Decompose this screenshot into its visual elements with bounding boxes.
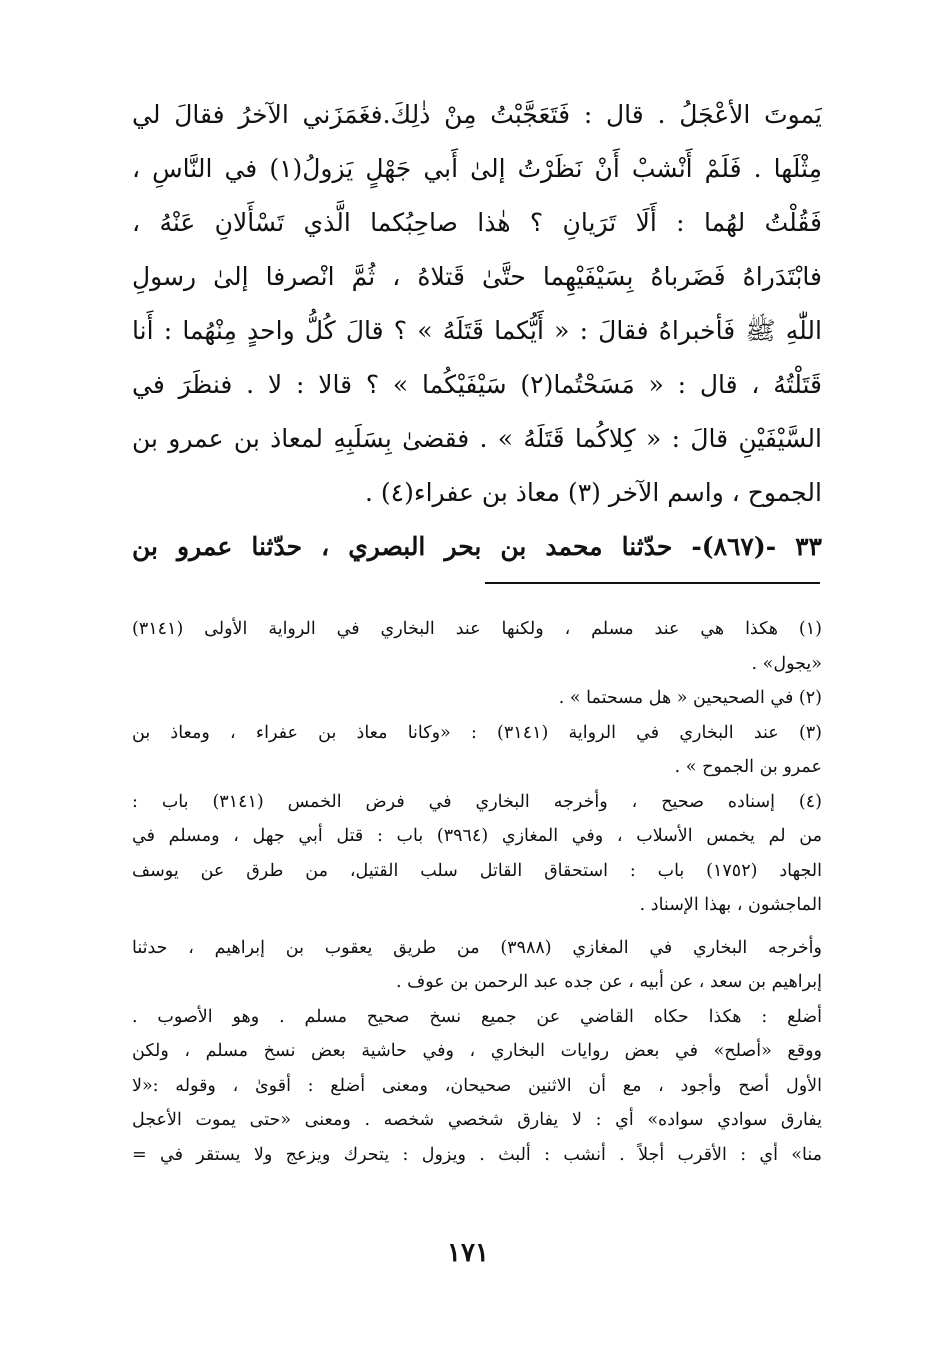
footnote-1-line: (١) هكذا هي عند مسلم ، ولكنها عند البخاري في الرواية الأولى (٣١٤١) [132,619,822,639]
footnote-separator [485,582,820,584]
footnote-1-line: «يجول» . [751,653,822,674]
footnote-3-line: (٣) عند البخاري في الرواية (٣١٤١) : «وكانا معاذ بن عفراء ، ومعاذ بن [132,722,822,743]
page-number: ١٧١ [447,1238,489,1268]
main-text [132,88,822,574]
commentary-line: الأول أصح وأجود ، مع أن الاثنين صحيحان، ومعنى أضلع : أقوىٰ ، وقوله :«لا [132,1075,822,1096]
commentary-line: يفارق سوادي سواده» أي : لا يفارق شخصي شخصه . ومعنى «حتى يموت الأعجل [132,1110,822,1130]
footnote-4-line: من لم يخمس الأسلاب ، وفي المغازي (٣٩٦٤) باب : قتل أبي جهل ، ومسلم في [132,826,822,846]
commentary-line: ووقع «أصلح» في بعض روايات البخاري ، وفي حاشية بعض نسخ مسلم ، ولكن [132,1041,822,1061]
hadith-heading-line: ٣٣ -(٨٦٧)- حدّثنا محمد بن بحر البصري ، حدّثنا عمرو بن [132,532,822,561]
main-line: قَتَلْتُهُ ، قال : « مَسَحْتُما(٢) سَيْفَيْكُما » ؟ قالا : لا . فنظَرَ في [132,370,822,399]
footnotes [132,612,822,1172]
footnote-3-line: عمرو بن الجموح » . [674,757,822,777]
main-line: يَموتَ الأعْجَلُ . قال : فَتَعَجَّبْتُ مِنْ ذٰلِكَ.فغَمَزَني الآخرُ فقالَ لي [132,100,822,129]
footnote-4-line: الجهاد (١٧٥٢) باب : استحقاق القاتل سلب القتيل، من طرق عن يوسف [132,860,822,881]
footnote-4-line: الماجشون ، بهذا الإسناد . [639,895,822,915]
commentary-line: وأخرجه البخاري في المغازي (٣٩٨٨) من طريق يعقوب بن إبراهيم ، حدثنا [132,937,822,958]
footnote-2-line: (٢) في الصحيحين « هل مسحتما » . [558,688,822,708]
footnote-4-line: (٤) إسناده صحيح ، وأخرجه البخاري في فرض الخمس (٣١٤١) باب : [132,791,822,812]
commentary-line: إبراهيم بن سعد ، عن أبيه ، عن جده عبد الرحمن بن عوف . [396,972,822,992]
main-line: فابْتَدَراهُ فَضَرباهُ بِسَيْفَيْهِما حتَّىٰ قَتلاهُ ، ثُمَّ انْصرفا إلىٰ رسولِ [132,262,822,291]
commentary-line: أضلع : هكذا حكاه القاضي عن جميع نسخ صحيح مسلم . وهو الأصوب . [132,1006,822,1027]
commentary-line: منا» أي : الأقرب أجلاً . أنشب : ألبث . ويزول : يتحرك ويزعج ولا يستقر في = [132,1144,822,1165]
main-line: الجموح ، واسم الآخر (٣) معاذ بن عفراء(٤) . [364,478,822,507]
main-line: السَّيْفَيْنِ قالَ : « كِلاكُما قَتَلَهُ » . فقضىٰ بِسَلَبِهِ لمعاذ بن عمرو بن [132,424,822,453]
main-line: اللّٰهِ ﷺ فَأخبراهُ فقالَ : « أَيُّكما قَتَلَهُ » ؟ قالَ كُلُّ واحدٍ مِنْهُما : أَنا [132,316,822,345]
main-line: مِثْلَها . فَلَمْ أَنْشبْ أَنْ نَظَرْتُ إلىٰ أَبي جَهْلٍ يَزولُ(١) في النَّاسِ ، [132,154,822,183]
main-line: فَقُلْتُ لهُما : أَلَا تَرَيانِ ؟ هٰذا صاحِبُكما الَّذي تَسْأَلانِ عَنْهُ ، [132,208,822,237]
